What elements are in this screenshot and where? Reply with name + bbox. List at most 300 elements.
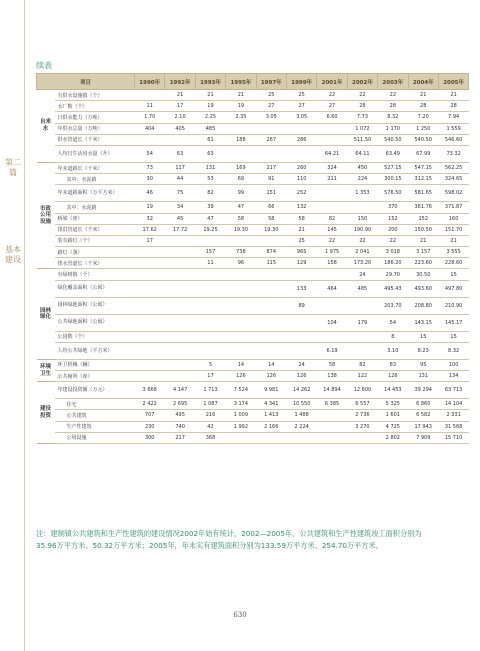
table-cell: 19	[226, 101, 256, 112]
table-cell: 224	[347, 174, 377, 185]
table-cell: 7 524	[226, 382, 256, 399]
table-cell	[165, 342, 195, 359]
table-cell: 126	[286, 371, 316, 382]
table-cell: 8	[378, 331, 408, 342]
table-cell: 19.25	[195, 224, 225, 235]
table-cell: 1 601	[378, 410, 408, 421]
table-cell: 2 736	[347, 410, 377, 421]
table-cell: 138	[317, 371, 347, 382]
table-cell: 14	[226, 359, 256, 370]
table-row	[37, 258, 469, 269]
row-label: 桥梁（座）	[55, 213, 135, 224]
table-cell: 228.60	[438, 258, 468, 269]
table-cell: 707	[135, 410, 165, 421]
table-cell	[165, 134, 195, 145]
table-cell: 179	[347, 314, 377, 331]
table-body	[37, 90, 469, 444]
table-row	[37, 280, 469, 297]
table-cell: 63.49	[378, 145, 408, 162]
table-cell: 2.10	[165, 112, 195, 123]
table-cell: 1.70	[135, 112, 165, 123]
table-cell	[165, 359, 195, 370]
table-cell	[226, 331, 256, 342]
table-cell: 2 041	[347, 247, 377, 258]
table-cell: 230	[135, 421, 165, 432]
table-cell: 82	[195, 185, 225, 202]
table-cell: 10 550	[286, 399, 316, 410]
table-cell: 34	[165, 202, 195, 213]
table-cell	[195, 235, 225, 246]
table-cell: 211	[317, 174, 347, 185]
table-cell: 24	[286, 359, 316, 370]
table-cell: 3 270	[347, 421, 377, 432]
table-cell	[165, 258, 195, 269]
table-cell: 75	[165, 185, 195, 202]
table-cell: 25	[286, 90, 316, 101]
table-row	[37, 399, 469, 410]
table-cell	[286, 145, 316, 162]
row-label: 路灯（盏）	[55, 247, 135, 258]
table-cell: 47	[195, 213, 225, 224]
table-cell: 527.15	[378, 162, 408, 173]
table-cell: 30.50	[408, 269, 438, 280]
table-cell: 129	[286, 258, 316, 269]
table-cell: 25	[256, 90, 286, 101]
table-cell: 1 975	[317, 247, 347, 258]
table-cell	[317, 269, 347, 280]
table-cell	[256, 297, 286, 314]
table-cell: 91	[256, 174, 286, 185]
table-row	[37, 145, 469, 162]
table-cell	[165, 297, 195, 314]
table-cell	[195, 342, 225, 359]
table-cell: 3.05	[286, 112, 316, 123]
table-cell: 8.32	[378, 112, 408, 123]
table-cell: 4 725	[378, 421, 408, 432]
table-cell	[317, 410, 347, 421]
column-header-year: 2001年	[317, 74, 347, 90]
table-cell: 511.50	[347, 134, 377, 145]
table-cell	[165, 269, 195, 280]
table-cell: 1 713	[195, 382, 225, 399]
table-cell: 581.65	[408, 185, 438, 202]
table-cell: 22	[317, 235, 347, 246]
row-label: 年建设投资额（万元）	[55, 382, 135, 399]
table-cell: 19	[135, 202, 165, 213]
table-cell: 312.15	[408, 174, 438, 185]
table-cell: 53	[195, 174, 225, 185]
table-cell	[226, 432, 256, 443]
side-part-label: 第二篇	[5, 158, 21, 177]
row-label: 环卫机械（辆）	[55, 359, 135, 370]
table-cell: 134	[438, 371, 468, 382]
table-cell: 11	[135, 101, 165, 112]
row-label: 人均日生活用水量（升）	[55, 145, 135, 162]
table-cell: 7 909	[408, 432, 438, 443]
table-cell: 4 147	[165, 382, 195, 399]
table-cell: 3.10	[378, 342, 408, 359]
table-cell	[165, 314, 195, 331]
table-cell: 1 353	[347, 185, 377, 202]
table-cell: 58	[286, 213, 316, 224]
table-cell: 11	[195, 258, 225, 269]
table-row	[37, 235, 469, 246]
table-cell: 14 104	[438, 399, 468, 410]
table-cell: 324	[317, 162, 347, 173]
table-cell: 2.25	[195, 112, 225, 123]
table-cell: 58	[317, 359, 347, 370]
table-cell	[286, 432, 316, 443]
table-row	[37, 247, 469, 258]
table-cell	[226, 235, 256, 246]
table-row	[37, 371, 469, 382]
table-cell: 1 072	[347, 123, 377, 134]
table-cell: 260	[286, 162, 316, 173]
table-cell	[195, 297, 225, 314]
table-cell	[226, 297, 256, 314]
table-footnote: 注：建制镇公共建筑和生产性建筑的建设情况2002年始有统计。2002—2005年，公共建筑和生产性建筑竣工面积分别为35.96万平方米、50.32万平方米；2005年，年末实有建筑面积分别为133.59万平方米、254.70万平方米。	[36, 529, 422, 550]
table-cell: 21	[408, 90, 438, 101]
table-cell: 115	[256, 258, 286, 269]
table-cell: 22	[347, 235, 377, 246]
table-cell: 42	[195, 421, 225, 432]
table-cell: 69	[226, 174, 256, 185]
table-cell: 540.50	[408, 134, 438, 145]
table-cell: 27	[317, 101, 347, 112]
table-cell: 22	[347, 90, 377, 101]
table-cell: 216	[195, 410, 225, 421]
table-cell: 28	[438, 101, 468, 112]
table-row	[37, 123, 469, 134]
table-cell: 173.20	[347, 258, 377, 269]
table-cell: 17.62	[135, 224, 165, 235]
table-cell: 2 331	[438, 410, 468, 421]
column-header-year: 2002年	[347, 74, 377, 90]
table-cell: 12 600	[347, 382, 377, 399]
table-cell: 485	[195, 123, 225, 134]
table-cell: 547.15	[408, 162, 438, 173]
table-cell: 131	[195, 162, 225, 173]
table-cell: 200	[378, 224, 408, 235]
table-cell: 54	[135, 145, 165, 162]
table-cell: 405	[165, 123, 195, 134]
table-row	[37, 185, 469, 202]
table-cell: 1 087	[195, 399, 225, 410]
page-number: 630	[233, 611, 247, 619]
table-cell	[195, 280, 225, 297]
table-cell: 95	[408, 359, 438, 370]
table-cell: 300.15	[378, 174, 408, 185]
table-cell: 497.80	[438, 280, 468, 297]
table-cell: 3 174	[226, 399, 256, 410]
table-cell: 21	[438, 90, 468, 101]
column-header-year: 1995年	[226, 74, 256, 90]
table-cell	[256, 331, 286, 342]
table-cell: 1 009	[226, 410, 256, 421]
column-header-year: 1999年	[286, 74, 316, 90]
table-cell: 965	[286, 247, 316, 258]
table-cell: 576.50	[378, 185, 408, 202]
category-label: 建设投资	[37, 382, 55, 444]
table-cell: 131	[408, 371, 438, 382]
table-cell: 6.19	[317, 342, 347, 359]
table-cell: 546.60	[438, 134, 468, 145]
table-cell: 1 250	[408, 123, 438, 134]
table-cell: 15	[438, 269, 468, 280]
table-cell	[165, 235, 195, 246]
table-header	[37, 74, 469, 90]
table-row	[37, 213, 469, 224]
table-row	[37, 134, 469, 145]
table-cell: 1 992	[226, 421, 256, 432]
table-cell: 208.80	[408, 297, 438, 314]
column-header-year: 2005年	[438, 74, 468, 90]
table-cell: 17.72	[165, 224, 195, 235]
table-cell: 19	[195, 101, 225, 112]
table-cell: 21	[195, 90, 225, 101]
table-cell: 3 668	[135, 382, 165, 399]
table-row	[37, 297, 469, 314]
table-cell	[317, 331, 347, 342]
table-cell: 3 018	[378, 247, 408, 258]
table-cell: 300	[135, 432, 165, 443]
table-row	[37, 421, 469, 432]
table-cell: 63	[195, 145, 225, 162]
table-cell	[286, 331, 316, 342]
row-label: 排水管道长（千米）	[55, 258, 135, 269]
table-cell: 117	[165, 162, 195, 173]
row-label: 绿化覆盖面积（公顷）	[55, 280, 135, 297]
table-cell: 2 224	[286, 421, 316, 432]
table-cell: 61	[195, 134, 225, 145]
table-cell: 7.94	[438, 112, 468, 123]
column-header-year: 1992年	[165, 74, 195, 90]
table-row	[37, 359, 469, 370]
row-label: 公园数（个）	[55, 331, 135, 342]
row-label: 日供水能力（万吨）	[55, 112, 135, 123]
table-cell: 5	[195, 359, 225, 370]
table-cell: 203.70	[378, 297, 408, 314]
table-cell	[195, 314, 225, 331]
column-header-year: 2004年	[408, 74, 438, 90]
table-cell	[135, 134, 165, 145]
table-cell: 73.32	[438, 145, 468, 162]
table-cell	[256, 123, 286, 134]
table-cell	[317, 297, 347, 314]
table-cell: 874	[256, 247, 286, 258]
table-cell: 32	[135, 213, 165, 224]
table-cell: 21	[286, 224, 316, 235]
table-cell	[135, 359, 165, 370]
table-cell: 3 555	[438, 247, 468, 258]
table-cell	[317, 202, 347, 213]
table-cell: 46	[135, 185, 165, 202]
table-cell	[256, 235, 286, 246]
table-cell: 4 341	[256, 399, 286, 410]
table-cell: 25	[286, 235, 316, 246]
side-chapter-label: 基本建设	[5, 245, 21, 264]
row-label: 装有路灯（个）	[55, 235, 135, 246]
table-cell: 324.65	[438, 174, 468, 185]
table-cell: 14 453	[378, 382, 408, 399]
table-cell: 495	[165, 410, 195, 421]
table-cell	[317, 421, 347, 432]
table-cell	[347, 331, 377, 342]
table-cell: 485	[347, 280, 377, 297]
table-cell: 1 488	[286, 410, 316, 421]
table-cell: 63 713	[438, 382, 468, 399]
table-cell: 27	[286, 101, 316, 112]
table-cell: 22	[317, 90, 347, 101]
column-header-year: 2003年	[378, 74, 408, 90]
table-cell: 27	[256, 101, 286, 112]
table-cell	[256, 269, 286, 280]
table-cell: 126	[378, 371, 408, 382]
row-label: 住宅	[55, 399, 135, 410]
table-cell: 210.90	[438, 297, 468, 314]
table-cell: 150.50	[408, 224, 438, 235]
table-cell: 24	[347, 269, 377, 280]
row-label: 公用设施	[55, 432, 135, 443]
table-cell: 19.30	[256, 224, 286, 235]
table-cell: 152	[408, 213, 438, 224]
table-cell: 66	[256, 202, 286, 213]
table-cell: 126	[226, 371, 256, 382]
table-cell: 371.87	[438, 202, 468, 213]
table-cell: 8.32	[438, 342, 468, 359]
table-cell	[135, 247, 165, 258]
table-cell	[165, 280, 195, 297]
table-cell	[195, 331, 225, 342]
table-cell	[256, 342, 286, 359]
table-cell: 22	[378, 90, 408, 101]
table-cell: 17	[135, 235, 165, 246]
category-label: 自来水	[37, 90, 55, 163]
table-cell: 58	[256, 213, 286, 224]
table-cell: 31 568	[438, 421, 468, 432]
table-cell: 2 422	[135, 399, 165, 410]
table-cell	[347, 297, 377, 314]
row-label: 园林绿地面积（公顷）	[55, 297, 135, 314]
table-cell	[165, 331, 195, 342]
table-cell: 99	[226, 185, 256, 202]
table-cell: 83	[378, 359, 408, 370]
table-cell: 122	[347, 371, 377, 382]
table-cell: 740	[165, 421, 195, 432]
table-cell: 267	[256, 134, 286, 145]
table-cell	[286, 269, 316, 280]
row-label: 其中：水泥路	[55, 202, 135, 213]
row-label: 年末道路长（千米）	[55, 162, 135, 173]
table-cell: 6 582	[408, 410, 438, 421]
table-cell	[226, 145, 256, 162]
table-cell: 464	[317, 280, 347, 297]
row-label: 公共建筑	[55, 410, 135, 421]
table-cell: 286	[286, 134, 316, 145]
table-cell: 15	[408, 331, 438, 342]
table-cell: 47	[226, 202, 256, 213]
table-cell: 9 981	[256, 382, 286, 399]
table-cell: 110	[286, 174, 316, 185]
row-label: 公共厕所（座）	[55, 371, 135, 382]
table-row	[37, 224, 469, 235]
row-label: 供水管道长（千米）	[55, 134, 135, 145]
table-row	[37, 410, 469, 421]
table-cell: 96	[226, 258, 256, 269]
table-cell: 58	[226, 213, 256, 224]
table-cell	[135, 258, 165, 269]
row-label: 水厂数（个）	[55, 101, 135, 112]
row-label: 排洪管道长（千米）	[55, 224, 135, 235]
table-cell: 14 894	[317, 382, 347, 399]
table-row	[37, 101, 469, 112]
table-cell: 404	[135, 123, 165, 134]
column-header-item: 项目	[37, 74, 135, 90]
continued-label: 续表	[36, 61, 52, 70]
table-cell: 361.76	[408, 202, 438, 213]
row-label: 有供水设施镇（个）	[55, 90, 135, 101]
table-row	[37, 314, 469, 331]
table-cell: 1 170	[378, 123, 408, 134]
table-cell: 217	[256, 162, 286, 173]
category-label: 环境卫生	[37, 359, 55, 381]
table-cell	[195, 269, 225, 280]
table-cell: 67.99	[408, 145, 438, 162]
table-row	[37, 342, 469, 359]
table-cell	[135, 371, 165, 382]
table-cell: 2 695	[165, 399, 195, 410]
table-cell: 89	[286, 297, 316, 314]
category-label: 市政公用设施	[37, 162, 55, 269]
table-cell: 450	[347, 162, 377, 173]
table-cell	[226, 123, 256, 134]
table-cell: 45	[165, 213, 195, 224]
table-cell	[135, 331, 165, 342]
statistics-table	[36, 73, 469, 444]
table-cell	[165, 247, 195, 258]
table-cell: 370	[378, 202, 408, 213]
row-label: 生产性建筑	[55, 421, 135, 432]
table-cell: 252	[286, 185, 316, 202]
table-cell	[256, 432, 286, 443]
table-cell: 39	[195, 202, 225, 213]
table-cell	[135, 314, 165, 331]
table-cell: 540.50	[378, 134, 408, 145]
table-cell	[135, 297, 165, 314]
table-cell	[226, 342, 256, 359]
table-cell	[256, 280, 286, 297]
table-cell: 6 385	[317, 399, 347, 410]
table-cell: 186.20	[378, 258, 408, 269]
table-cell: 64.21	[317, 145, 347, 162]
table-cell: 160	[438, 213, 468, 224]
table-cell: 7.20	[408, 112, 438, 123]
table-cell	[317, 134, 347, 145]
table-cell: 14	[256, 359, 286, 370]
row-label: 人均公共绿地（平方米）	[55, 342, 135, 359]
table-cell: 151.70	[438, 224, 468, 235]
table-cell: 1 413	[256, 410, 286, 421]
table-cell	[347, 432, 377, 443]
table-cell: 126	[256, 371, 286, 382]
table-cell	[286, 314, 316, 331]
table-cell: 6 557	[347, 399, 377, 410]
table-cell: 158	[317, 258, 347, 269]
table-cell: 133	[286, 280, 316, 297]
table-cell: 17	[165, 101, 195, 112]
table-cell: 7.73	[347, 112, 377, 123]
side-rule	[24, 0, 25, 651]
